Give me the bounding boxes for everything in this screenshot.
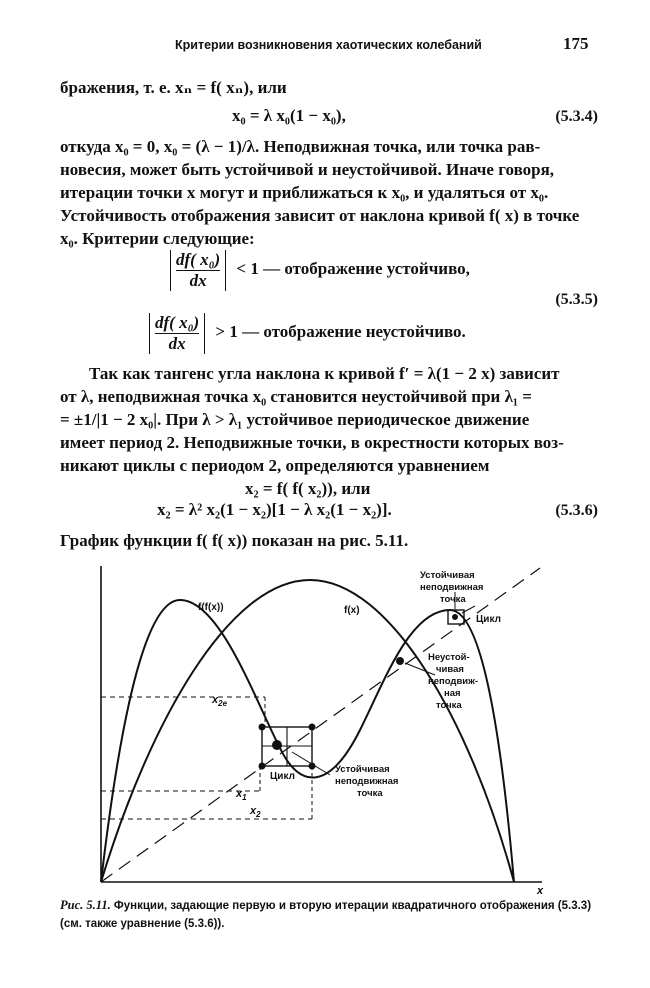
fraction-denominator: dx xyxy=(189,271,207,290)
paragraph-1-line-1: откуда x₀ = 0, x₀ = (λ − 1)/λ. Неподвижная точка, или точка рав- xyxy=(60,137,541,156)
fraction-numerator: df( x₀) xyxy=(155,313,200,332)
running-title: Критерии возникновения хаотических колебаний xyxy=(175,38,482,52)
label-x2e-sub: 2e xyxy=(218,699,228,708)
label-xaxis: x xyxy=(537,885,544,897)
label-x2e xyxy=(211,694,228,708)
paragraph-2-line-3: = ±1/|1 − 2 x₀|. При λ > λ₁ устойчивое периодическое движение xyxy=(60,410,530,429)
label-stable-bottom-1: Устойчивая xyxy=(335,764,390,775)
label-x1-main: x xyxy=(236,788,243,800)
caption-label: Рис. 5.11. xyxy=(60,898,111,912)
fraction-numerator: df( x₀) xyxy=(176,250,221,269)
label-stable-top-2: неподвижная xyxy=(420,582,484,593)
paragraph-1-line-4: Устойчивость отображения зависит от наклона кривой f( x) в точке xyxy=(60,206,580,225)
label-x2-main: x xyxy=(250,805,257,817)
unstable-fixed-point xyxy=(396,657,404,665)
equation-number-535: (5.3.5) xyxy=(555,291,598,308)
page-number: 175 xyxy=(563,34,589,53)
paragraph-1-line-2: новесия, может быть устойчивой и неустойчивой. Иначе говоря, xyxy=(60,160,555,179)
label-cycle-top: Цикл xyxy=(476,614,501,625)
curve-fx xyxy=(101,580,514,882)
label-unstable-2: чивая xyxy=(436,664,464,675)
equation-number-534: (5.3.4) xyxy=(555,108,598,125)
label-x2e-main: x xyxy=(212,694,219,706)
cycle-point xyxy=(309,724,316,731)
stable-fixed-point-upper xyxy=(452,614,458,620)
criterion-unstable-text: > 1 — отображение неустойчиво. xyxy=(215,322,466,342)
equation-536a: x₂ = f( f( x₂)), или xyxy=(245,479,371,498)
text-line-1: бражения, т. е. xₙ = f( xₙ), или xyxy=(60,78,287,97)
label-stable-top-3: точка xyxy=(440,594,466,605)
label-stable-top-1: Устойчивая xyxy=(420,570,475,581)
caption-text: Функции, задающие первую и вторую итерации квадратичного отображения (5.3.3) (см. также уравнение (5.3.6)). xyxy=(60,900,592,930)
identity-line xyxy=(101,568,540,882)
label-unstable-5: точка xyxy=(436,700,462,711)
fraction-denominator: dx xyxy=(168,334,186,353)
criterion-stable-text: < 1 — отображение устойчиво, xyxy=(236,259,470,279)
paragraph-1-line-5: x₀. Критерии следующие: xyxy=(60,229,255,248)
stable-fixed-point-lower xyxy=(272,740,282,750)
label-stable-bottom-2: неподвижная xyxy=(335,776,399,787)
leader-unstable xyxy=(405,663,435,675)
equation-536b: x₂ = λ² x₂(1 − x₂)[1 − λ x₂(1 − x₂)]. xyxy=(157,500,392,519)
cycle-point xyxy=(259,724,266,731)
label-unstable-3: неподвиж- xyxy=(428,676,479,687)
label-unstable-4: ная xyxy=(444,688,461,699)
paragraph-2-line-1: Так как тангенс угла наклона к кривой f′ = λ(1 − 2 x) зависит xyxy=(89,364,560,383)
paragraph-2-line-5: никают циклы с периодом 2, определяются уравнением xyxy=(60,456,490,475)
label-cycle-bottom: Цикл xyxy=(270,771,295,782)
figure-caption xyxy=(60,896,608,933)
label-x1-sub: 1 xyxy=(242,793,247,802)
label-x1 xyxy=(235,788,247,802)
label-x2-sub: 2 xyxy=(256,810,261,819)
label-ffx: f(f(x)) xyxy=(198,602,224,613)
label-unstable-1: Неустой- xyxy=(428,652,470,663)
paragraph-2-line-2: от λ, неподвижная точка x₀ становится неустойчивой при λ₁ = xyxy=(60,387,532,406)
equation-number-536: (5.3.6) xyxy=(555,502,598,519)
paragraph-1-line-3: итерации точки x могут и приближаться к x₀, и удаляться от x₀. xyxy=(60,183,549,202)
label-fx: f(x) xyxy=(344,605,360,616)
paragraph-2-line-4: имеет период 2. Неподвижные точки, в окрестности которых воз- xyxy=(60,433,564,452)
label-x2 xyxy=(249,805,261,819)
curve-ffx xyxy=(101,600,514,882)
equation-534: x₀ = λ x₀(1 − x₀), xyxy=(232,106,346,125)
paragraph-3: График функции f( f( x)) показан на рис. 5.11. xyxy=(60,531,409,550)
label-stable-bottom-3: точка xyxy=(357,788,383,799)
